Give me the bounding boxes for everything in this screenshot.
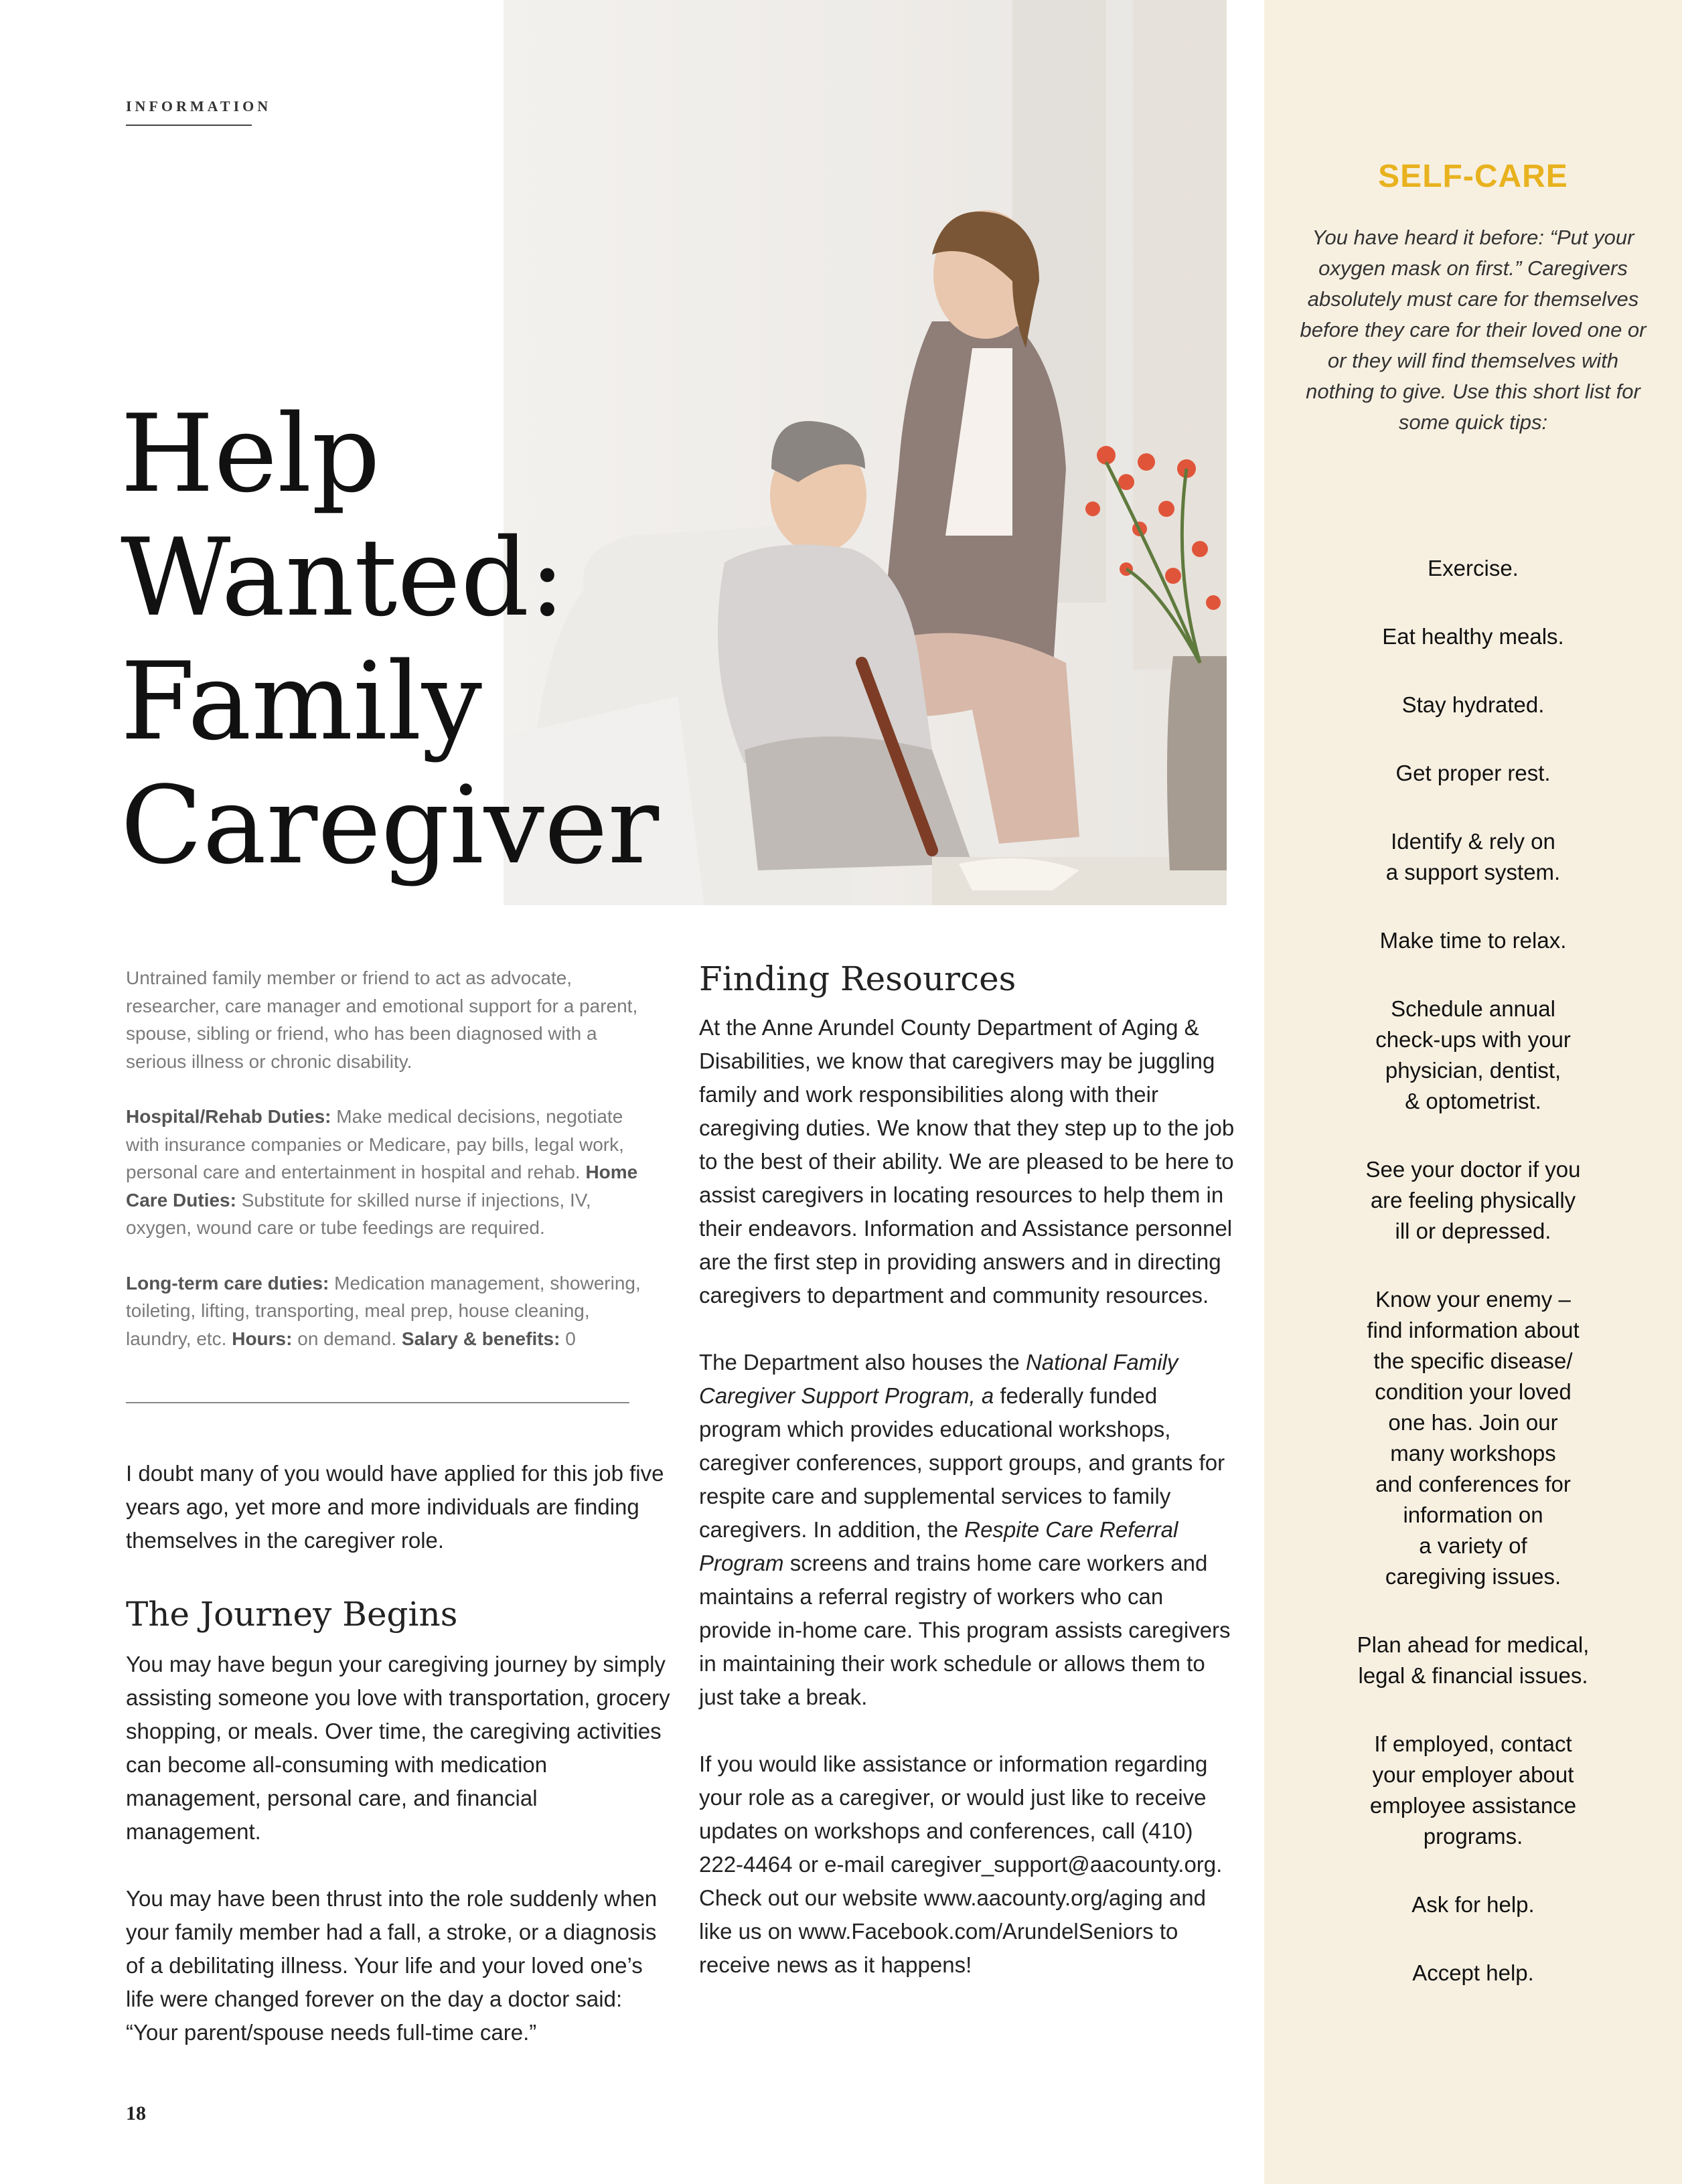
page-title <box>121 391 660 888</box>
tip-item: Eat healthy meals. <box>1382 624 1564 649</box>
left-column <box>126 1457 675 2049</box>
tip-item: Exercise. <box>1428 556 1519 580</box>
resources-paragraph-1: At the Anne Arundel County Department of Aging & Disabilities, we know that caregivers may be juggling family and work responsibilities along with their caregiving duties. We know that they step up to the job to the best of their ability. We are pleased to be here to assist caregivers in locating resources to help them in their endeavors. Information and Assistance personnel are the first step in providing answers and in directing caregivers to department and community resources. <box>699 1015 1235 1308</box>
hours-text: on demand. <box>292 1328 402 1349</box>
longterm-paragraph <box>126 1269 648 1353</box>
section-label-underline <box>126 125 252 126</box>
tip-item: Plan ahead for medical, legal & financial issues. <box>1357 1632 1590 1688</box>
lead-paragraph: I doubt many of you would have applied for this job five years ago, yet more and more individuals are finding themselves in the caregiver role. <box>126 1461 664 1553</box>
self-care-tips <box>1289 553 1657 2026</box>
title-line-2: Wanted: <box>121 515 566 640</box>
right-column <box>699 959 1235 1982</box>
job-description <box>126 964 648 1380</box>
program-name-nfcsp: National Family Caregiver Support Program, a <box>699 1350 1178 1408</box>
finding-resources-heading: Finding Resources <box>699 959 1016 998</box>
journey-paragraph-1: You may have begun your caregiving journey by simply assisting someone you love with transportation, grocery shopping, or meals. Over time, the caregiving activities can become all-consuming with medication management, personal care, and financial management. <box>126 1652 670 1844</box>
longterm-duties-label: Long-term care duties: <box>126 1272 329 1294</box>
home-care-duties-text: Substitute for skilled nurse if injections, IV, oxygen, wound care or tube feedings are required. <box>126 1189 591 1238</box>
hours-label: Hours: <box>232 1328 293 1349</box>
resources-paragraph-2 <box>699 1346 1235 1714</box>
tip-item: Get proper rest. <box>1395 761 1551 785</box>
self-care-intro: You have heard it before: “Put your oxygen mask on first.” Caregivers absolutely must care for themselves before they care for their loved one or or they will find themselves with nothing to give. Use this short list for some quick tips: <box>1300 226 1647 434</box>
tip-item: Stay hydrated. <box>1401 692 1545 717</box>
program-name-respite: Respite Care Referral Program <box>699 1517 1178 1575</box>
journey-heading: The Journey Begins <box>126 1595 458 1634</box>
resources-paragraph-3: If you would like assistance or information regarding your role as a caregiver, or would just like to receive updates on workshops and conferences, call (410) 222-4464 or e-mail caregiver_support@aacounty.org. Check out our website www.aacounty.org/aging and like us on www.Facebook.com/ArundelSeniors to receive news as it happens! <box>699 1751 1223 1977</box>
duties-paragraph <box>126 1103 648 1242</box>
salary-label: Salary & benefits: <box>401 1328 560 1349</box>
tip-item: If employed, contact your employer about employee assistance programs. <box>1369 1731 1577 1849</box>
longterm-duties-text: Medication management, showering, toileting, lifting, transporting, meal prep, house cleaning, laundry, etc. <box>126 1272 641 1349</box>
section-label: INFORMATION <box>126 98 272 114</box>
job-description-intro: Untrained family member or friend to act as advocate, researcher, care manager and emotional support for a parent, spouse, sibling or friend, who has been diagnosed with a serious illness or chronic disability. <box>126 967 638 1072</box>
tip-item: Know your enemy – find information about the specific disease/ condition your loved one has. Join our many workshops and conferences for information on a variety of caregiving issues. <box>1367 1287 1580 1589</box>
tip-item: Ask for help. <box>1411 1892 1535 1917</box>
hospital-duties-label: Hospital/Rehab Duties: <box>126 1106 331 1127</box>
home-care-duties-label: Home Care Duties: <box>126 1162 638 1211</box>
salary-text: 0 <box>560 1328 576 1349</box>
resources-p2-c: screens and trains home care workers and maintains a referral registry of workers who can provide in-home care. This program assists caregivers in maintaining their work schedule or allows them to just take a break. <box>699 1551 1231 1709</box>
tip-item: Identify & rely on a support system. <box>1385 829 1561 884</box>
title-line-4: Caregiver <box>121 763 660 888</box>
journey-paragraph-2: You may have been thrust into the role suddenly when your family member had a fall, a stroke, or a diagnosis of a debilitating illness. Your life and your loved one’s life were changed forever on the day a doctor said: “Your parent/spouse needs full-time care.” <box>126 1886 658 2045</box>
tip-item: Make time to relax. <box>1379 928 1567 953</box>
tip-item: See your doctor if you are feeling physically ill or depressed. <box>1365 1157 1581 1243</box>
resources-p2-b: federally funded program which provides educational workshops, caregiver conferences, support groups, and grants for respite care and supplemental services to family caregivers. In addition, the <box>699 1383 1225 1542</box>
page-number: 18 <box>126 2102 146 2124</box>
self-care-title: SELF-CARE <box>1378 159 1568 194</box>
title-line-3: Family <box>121 639 482 764</box>
resources-p2-a: The Department also houses the <box>699 1350 1026 1375</box>
title-line-1: Help <box>121 391 380 516</box>
tip-item: Accept help. <box>1412 1960 1534 1985</box>
tip-item: Schedule annual check-ups with your physician, dentist, & optometrist. <box>1375 996 1571 1113</box>
section-divider <box>126 1402 629 1403</box>
hospital-duties-text: Make medical decisions, negotiate with insurance companies or Medicare, pay bills, legal work, personal care and entertainment in hospital and rehab. <box>126 1106 624 1182</box>
